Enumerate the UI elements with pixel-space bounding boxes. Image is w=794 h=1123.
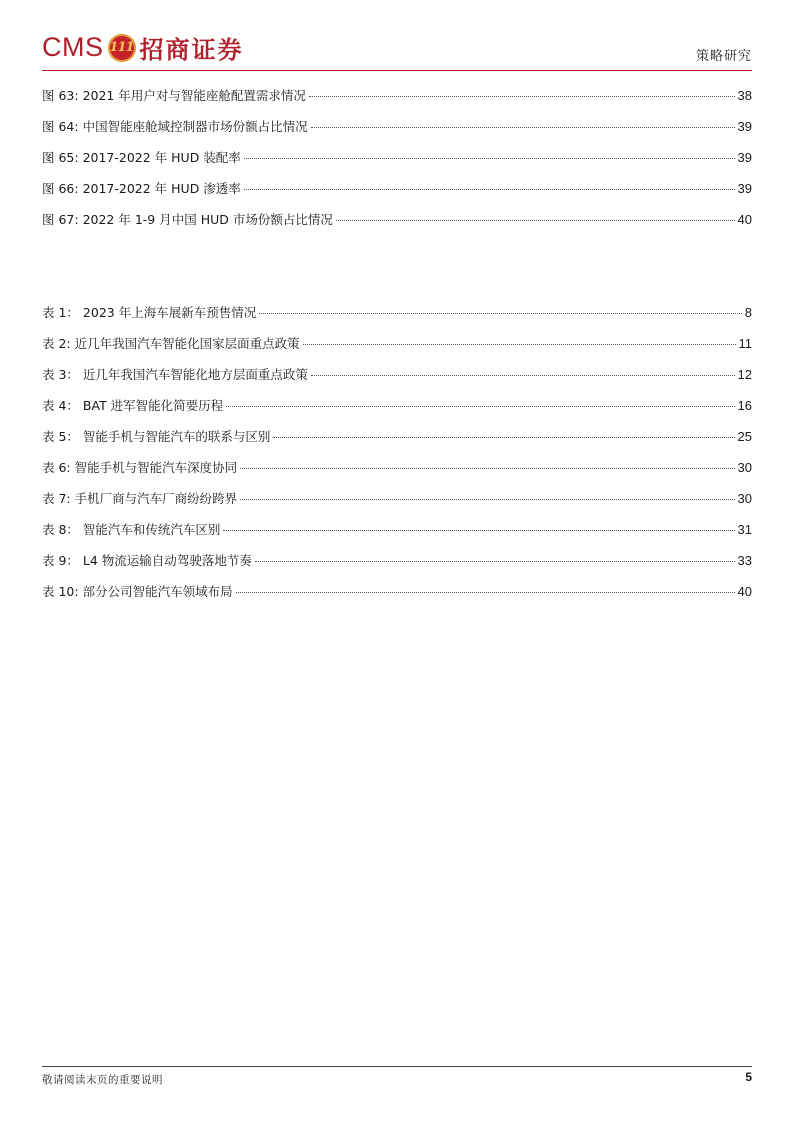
entry-label: 表 9： (42, 553, 79, 568)
disclaimer-note: 敬请阅读末页的重要说明 (42, 1074, 163, 1086)
footer-divider (42, 1066, 752, 1067)
dot-leader (240, 499, 734, 500)
entry-title: L4 物流运输自动驾驶落地节奏 (82, 553, 252, 568)
entry-page: 31 (737, 522, 752, 537)
entry-label: 表 1： (42, 305, 79, 320)
entry-title: 2017-2022 年 HUD 装配率 (82, 150, 241, 165)
dot-leader (311, 127, 735, 128)
entry-title: 手机厂商与汽车厂商纷纷跨界 (74, 491, 238, 506)
entry-title: 2021 年用户对与智能座舱配置需求情况 (82, 88, 306, 103)
dot-leader (223, 530, 734, 531)
entry-title: 近几年我国汽车智能化国家层面重点政策 (74, 336, 300, 351)
entry-label: 表 10: (42, 584, 79, 599)
entry-label: 表 2: (42, 336, 71, 351)
toc-entry-table[interactable] (42, 458, 752, 489)
toc-entry-table[interactable] (42, 520, 752, 551)
entry-title: 中国智能座舱域控制器市场份额占比情况 (82, 119, 308, 134)
dot-leader (273, 437, 734, 438)
toc-entry-table[interactable] (42, 365, 752, 396)
dot-leader (244, 158, 735, 159)
entry-title: 2017-2022 年 HUD 渗透率 (82, 181, 241, 196)
entry-page: 38 (737, 88, 752, 103)
logo-emblem-text: 111 (109, 40, 134, 55)
entry-page: 39 (737, 119, 752, 134)
entry-page: 30 (737, 491, 752, 506)
entry-title: 近几年我国汽车智能化地方层面重点政策 (82, 367, 308, 382)
dot-leader (255, 561, 735, 562)
page-header (42, 28, 752, 72)
entry-page: 40 (737, 584, 752, 599)
entry-label: 图 65: (42, 150, 79, 165)
entry-label: 图 64: (42, 119, 79, 134)
entry-title: 2023 年上海车展新车预售情况 (82, 305, 257, 320)
dot-leader (240, 468, 734, 469)
entry-title: BAT 进军智能化简要历程 (82, 398, 224, 413)
toc-entry-figure[interactable] (42, 117, 752, 148)
entry-label: 表 6: (42, 460, 71, 475)
entry-label: 表 3： (42, 367, 79, 382)
toc-entry-figure[interactable] (42, 86, 752, 117)
entry-page: 8 (744, 305, 752, 320)
dot-leader (336, 220, 735, 221)
toc-entry-figure[interactable] (42, 210, 752, 241)
company-logo (42, 30, 244, 65)
logo-emblem-icon (108, 34, 136, 62)
entry-page: 16 (737, 398, 752, 413)
entry-page: 39 (737, 150, 752, 165)
entry-title: 智能汽车和传统汽车区别 (82, 522, 221, 537)
entry-title: 智能手机与智能汽车的联系与区别 (82, 429, 271, 444)
toc-entry-table[interactable] (42, 334, 752, 365)
toc-entry-table[interactable] (42, 582, 752, 613)
entry-title: 部分公司智能汽车领域布局 (82, 584, 233, 599)
entry-title: 2022 年 1-9 月中国 HUD 市场份额占比情况 (82, 212, 333, 227)
toc-entry-table[interactable] (42, 489, 752, 520)
entry-page: 33 (737, 553, 752, 568)
logo-cms-text: CMS (42, 32, 104, 62)
header-divider (42, 70, 752, 71)
dot-leader (259, 313, 742, 314)
entry-label: 图 67: (42, 212, 79, 227)
entry-label: 图 63: (42, 88, 79, 103)
entry-label: 图 66: (42, 181, 79, 196)
page-number: 5 (745, 1070, 752, 1084)
entry-page: 30 (737, 460, 752, 475)
logo-chinese-name: 招商证券 (139, 35, 244, 64)
dot-leader (309, 96, 735, 97)
toc-entry-figure[interactable] (42, 148, 752, 179)
entry-page: 40 (737, 212, 752, 227)
figure-list (42, 86, 752, 241)
toc-entry-table[interactable] (42, 396, 752, 427)
entry-page: 12 (737, 367, 752, 382)
entry-label: 表 7: (42, 491, 71, 506)
toc-entry-table[interactable] (42, 427, 752, 458)
toc-entry-table[interactable] (42, 303, 752, 334)
entry-page: 25 (737, 429, 752, 444)
toc-entry-figure[interactable] (42, 179, 752, 210)
dot-leader (244, 189, 735, 190)
toc-entry-table[interactable] (42, 551, 752, 582)
dot-leader (236, 592, 735, 593)
entry-label: 表 5： (42, 429, 79, 444)
dot-leader (311, 375, 735, 376)
entry-label: 表 4： (42, 398, 79, 413)
entry-page: 39 (737, 181, 752, 196)
dot-leader (226, 406, 734, 407)
entry-page: 11 (738, 336, 752, 351)
entry-title: 智能手机与智能汽车深度协同 (74, 460, 238, 475)
entry-label: 表 8： (42, 522, 79, 537)
section-label: 策略研究 (695, 49, 752, 64)
dot-leader (303, 344, 736, 345)
table-list (42, 303, 752, 613)
